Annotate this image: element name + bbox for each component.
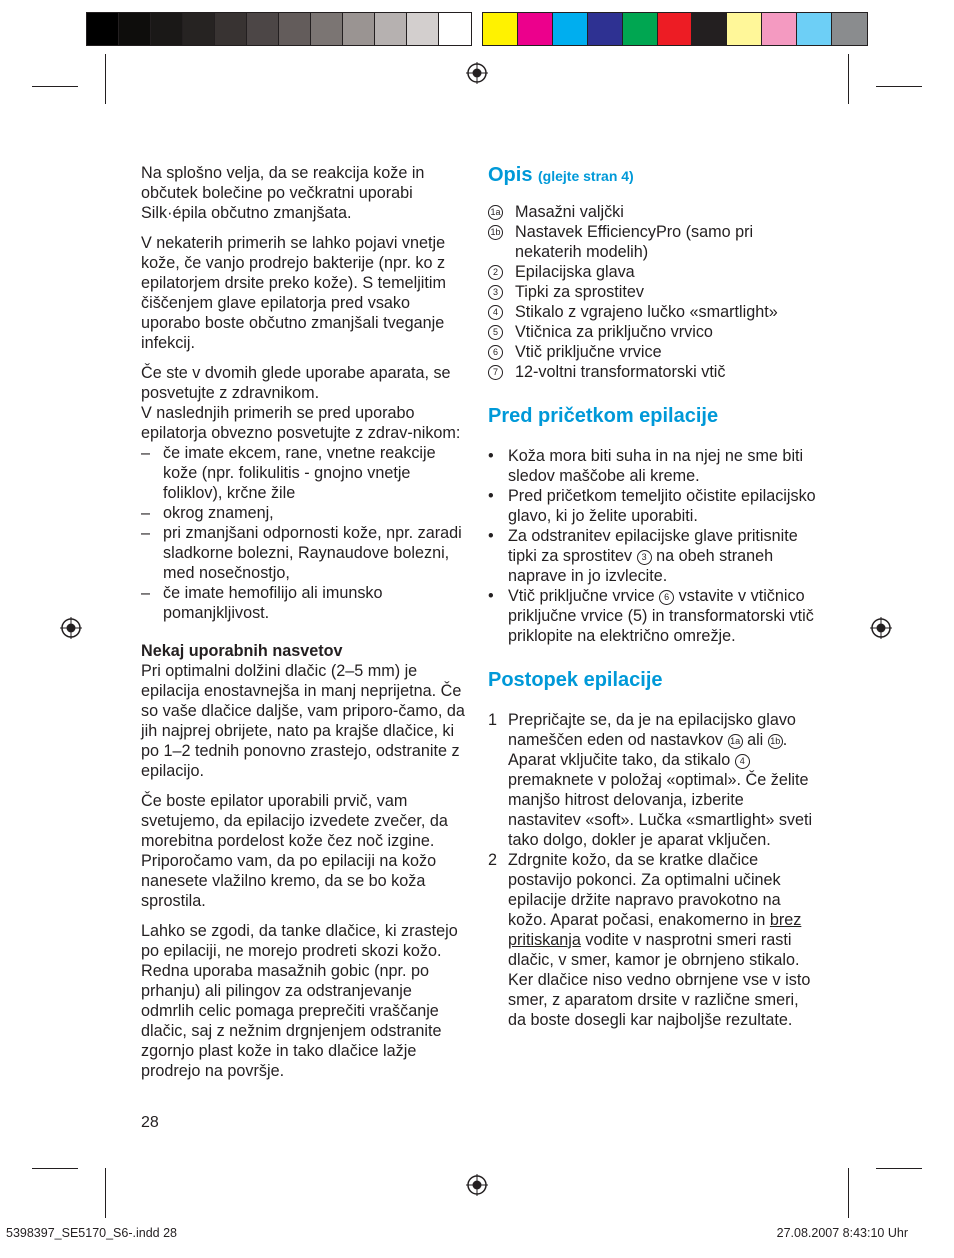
crop-mark (876, 86, 922, 87)
registration-mark-icon (870, 617, 892, 639)
list-item: – če imate ekcem, rane, vnetne reakcije kože (npr. folikulitis - gnojno vnetje foliklov), krčne žile (141, 444, 436, 502)
color-swatch (658, 13, 693, 45)
crop-mark (32, 1168, 78, 1169)
color-swatch (762, 13, 797, 45)
color-swatch (87, 13, 119, 45)
list-item: • Koža mora biti suha in na njej ne sme biti sledov maščobe ali kreme. (488, 447, 804, 485)
parts-list (488, 202, 818, 382)
color-swatch (727, 13, 762, 45)
list-item: 2 Zdrgnite kožo, da se kratke dlačice postavijo pokonci. Za optimalni učinek epilacije držite napravo pravokotno na kožo. Aparat počasi, enakomerno in brez pritiskanja vodite v nasprotni smeri rasti dlačic, v smer, kamor je obrnjeno stikalo. Ker dlačice niso vedno obrnjene vse v isto smer, z aparatom drsite v različne smeri, da boste dosegli kar najboljše rezultate. (488, 851, 811, 1029)
steps-list (488, 710, 818, 1030)
paragraph: Pri optimalni dolžini dlačic (2–5 mm) je epilacija enostavnejša in manj neprijetna. Če so vaše dlačice daljše, vam priporo-čamo, da jih najprej obrijete, nato pa krajše dlačice, ki po 1–2 tednih ponovno zrastejo, odstranite z epilacijo. (141, 662, 465, 780)
list-item: 3 Tipki za sprostitev (488, 282, 818, 302)
list-item: • Vtič priključne vrvice 6 vstavite v vtičnico priključne vrvice (5) in transformatorski vtič priklopite na električno omrežje. (488, 587, 814, 645)
right-column (488, 163, 818, 1030)
paragraph: Na splošno velja, da se reakcija kože in občutek bolečine po večkratni uporabi Silk·épila občutno zmanjšata. (141, 164, 425, 222)
paragraph: Če ste v dvomih glede uporabe aparata, se posvetujte z zdravnikom. (141, 364, 451, 402)
crop-mark (848, 1168, 849, 1218)
opis-subtitle: (glejte stran 4) (538, 168, 634, 184)
color-swatch (311, 13, 343, 45)
part-number: 2 (488, 265, 503, 280)
color-swatch (623, 13, 658, 45)
list-item: 6 Vtič priključne vrvice (488, 342, 818, 362)
paragraph: Če boste epilator uporabili prvič, vam svetujemo, da epilacijo izvedete zvečer, da morebitna pordelost kože čez noč izgine. Priporočamo vam, da po epilaciji na kožo nanesete vlažilno kremo, da se bo koža sprostila. (141, 792, 448, 910)
paragraph: Lahko se zgodi, da tanke dlačice, ki zrastejo po epilaciji, ne morejo prodreti skozi kožo. Redna uporaba masažnih gobic (npr. po prhanju) ali pilingov za odstranjevanje odmrlih celic pomaga preprečiti vraščanje dlačic, saj z nežnim drgnjenjem odstranite zgornjo plast kože in tako dlačice lažje prodrejo na površje. (141, 922, 458, 1080)
left-column (141, 163, 466, 1091)
color-swatch (343, 13, 375, 45)
list-item: – okrog znamenj, (141, 504, 274, 522)
list-item: 2 Epilacijska glava (488, 262, 818, 282)
footer-timestamp: 27.08.2007 8:43:10 Uhr (776, 1226, 908, 1240)
part-number: 4 (735, 754, 750, 769)
part-number: 6 (659, 590, 674, 605)
color-swatch (215, 13, 247, 45)
paragraph: V nekaterih primerih se lahko pojavi vnetje kože, če vanjo prodrejo bakterije (npr. ko z epilatorjem drsite preko kože). S temeljitim čiščenjem glave epilatorja pred vsako uporabo boste občutno zmanjšali tveganje infekcij. (141, 234, 446, 352)
color-swatch (797, 13, 832, 45)
registration-mark-icon (466, 1174, 488, 1196)
list-item: • Pred pričetkom temeljito očistite epilacijsko glavo, ki jo želite uporabiti. (488, 487, 816, 525)
contraindication-list (141, 443, 466, 623)
crop-mark (876, 1168, 922, 1169)
color-swatch (832, 13, 867, 45)
underlined-text: brez pritiskanja (508, 911, 802, 949)
part-number: 4 (488, 305, 503, 320)
crop-mark (105, 1168, 106, 1218)
list-item: 7 12-voltni transformatorski vtič (488, 362, 818, 382)
list-item: 1 Prepričajte se, da je na epilacijsko glavo nameščen eden od nastavkov 1a ali 1b . Aparat vključite tako, da stikalo 4 premaknete v položaj «optimal». Če želite manjšo hitrost delovanja, izberite nastavitev «soft». Lučka «smartlight» sveti tako dolgo, dokler je aparat vključen. (488, 711, 813, 849)
list-item: – pri zmanjšani odpornosti kože, npr. zaradi sladkorne bolezni, Raynaudove bolezni, med nosečnostjo, (141, 524, 462, 582)
color-swatch (151, 13, 183, 45)
color-swatch (375, 13, 407, 45)
part-number: 3 (488, 285, 503, 300)
list-item: 1b Nastavek EfficiencyPro (samo pri nekaterih modelih) (488, 222, 818, 262)
crop-mark (32, 86, 78, 87)
part-number: 1a (728, 734, 743, 749)
part-number: 1a (488, 205, 503, 220)
color-swatch (407, 13, 439, 45)
part-number: 6 (488, 345, 503, 360)
color-swatch (553, 13, 588, 45)
color-swatch (692, 13, 727, 45)
grayscale-calibration-bar (86, 12, 472, 46)
color-swatch (247, 13, 279, 45)
list-item: 1a Masažni valjčki (488, 202, 818, 222)
color-swatch (518, 13, 553, 45)
tips-heading: Nekaj uporabnih nasvetov (141, 642, 343, 660)
part-number: 5 (488, 325, 503, 340)
page-number: 28 (141, 1114, 159, 1131)
registration-mark-icon (60, 617, 82, 639)
part-number: 1b (488, 225, 503, 240)
crop-mark (848, 54, 849, 104)
footer-filename: 5398397_SE5170_S6-.indd 28 (6, 1226, 177, 1240)
color-swatch (439, 13, 471, 45)
paragraph: V naslednjih primerih se pred uporabo epilatorja obvezno posvetujte z zdrav-nikom: (141, 404, 461, 442)
list-item: – če imate hemofilijo ali imunsko pomanjkljivost. (141, 584, 383, 622)
color-swatch (588, 13, 623, 45)
color-swatch (483, 13, 518, 45)
list-item: • Za odstranitev epilacijske glave pritisnite tipki za sprostitev 3 na obeh straneh naprave in jo izvlecite. (488, 527, 798, 585)
list-item: 4 Stikalo z vgrajeno lučko «smartlight» (488, 302, 818, 322)
color-swatch (279, 13, 311, 45)
color-swatch (183, 13, 215, 45)
color-swatch (119, 13, 151, 45)
part-number: 7 (488, 365, 503, 380)
crop-mark (105, 54, 106, 104)
color-calibration-bar (482, 12, 868, 46)
list-item: 5 Vtičnica za priključno vrvico (488, 322, 818, 342)
opis-heading: Opis (glejte stran 4) (488, 164, 634, 186)
part-number: 1b (768, 734, 783, 749)
part-number: 3 (637, 550, 652, 565)
section-heading: Pred pričetkom epilacije (488, 405, 719, 427)
bullet-list (488, 446, 818, 646)
registration-mark-icon (466, 62, 488, 84)
section-heading: Postopek epilacije (488, 669, 663, 691)
